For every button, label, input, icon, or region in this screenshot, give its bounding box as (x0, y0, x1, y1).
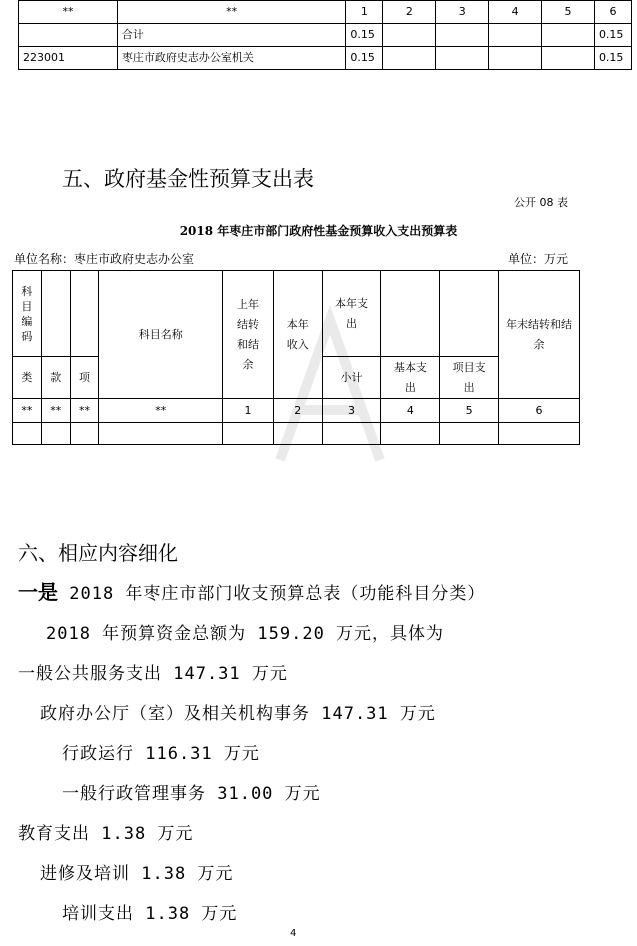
table-cell (440, 423, 499, 445)
table-cell: ** (70, 399, 99, 423)
table-cell: 枣庄市政府史志办公室机关 (117, 47, 346, 70)
header-cell: 类 (13, 357, 42, 399)
table-cell: 6 (594, 1, 631, 24)
public-table-number: 公开 08 表 (514, 196, 568, 209)
table-cell: 0.15 (594, 47, 631, 70)
header-cell (223, 271, 274, 399)
header-cell (322, 271, 381, 357)
table-cell (381, 423, 440, 445)
body-line: 2018 年预算资金总额为 159.20 万元，具体为 (46, 624, 445, 644)
table-cell (542, 47, 595, 70)
header-cell (499, 271, 580, 399)
header-cell (440, 271, 499, 357)
item-text: 2018 年枣庄市部门收支预算总表（功能科目分类） (58, 584, 486, 604)
table-cell: 0.15 (346, 47, 383, 70)
header-cell (41, 271, 70, 357)
table-cell: 1 (223, 399, 274, 423)
basic-label: 基本支出 (393, 360, 427, 394)
table-cell (70, 423, 99, 445)
header-cell: 项 (70, 357, 99, 399)
table-cell (223, 423, 274, 445)
table-row (19, 24, 632, 47)
table-cell (273, 423, 322, 445)
table-cell: ** (19, 1, 118, 24)
table-cell (19, 24, 118, 47)
table-row (19, 47, 632, 70)
table-cell: 4 (489, 1, 542, 24)
table-cell (41, 423, 70, 445)
table-cell: 合计 (117, 24, 346, 47)
table-cell: ** (117, 1, 346, 24)
table-cell: ** (99, 399, 223, 423)
carryover-end-label: 年末结转和结余 (506, 317, 573, 351)
table-row (13, 423, 580, 445)
income-label: 本年收入 (286, 317, 309, 351)
body-line: 教育支出 1.38 万元 (18, 824, 194, 844)
item-line (18, 576, 485, 605)
table-cell (99, 423, 223, 445)
body-line: 进修及培训 1.38 万元 (40, 864, 234, 884)
table-cell: ** (41, 399, 70, 423)
table-cell: 3 (436, 1, 489, 24)
unit-name: 单位名称：枣庄市政府史志办公室 (14, 252, 195, 266)
body-line: 一般行政管理事务 31.00 万元 (62, 784, 321, 804)
table-header-row (19, 1, 632, 24)
table-cell: 4 (381, 399, 440, 423)
table-cell: 2 (273, 399, 322, 423)
header-cell (381, 357, 440, 399)
table-cell (489, 47, 542, 70)
header-cell: 小计 (322, 357, 381, 399)
table-cell (13, 423, 42, 445)
header-cell: 科目名称 (99, 271, 223, 399)
header-cell (13, 271, 42, 357)
page-number: 4 (290, 928, 297, 939)
unit-label: 单位：万元 (508, 252, 569, 266)
top-budget-table (18, 0, 632, 70)
section-heading: 六、相应内容细化 (18, 541, 178, 565)
table-cell (322, 423, 381, 445)
table-cell (383, 24, 436, 47)
table-cell: 223001 (19, 47, 118, 70)
table-cell: 5 (542, 1, 595, 24)
table-title: 2018 年枣庄市部门政府性基金预算收入支出预算表 (179, 224, 458, 238)
table-cell (489, 24, 542, 47)
table-cell: 1 (346, 1, 383, 24)
project-label: 项目支出 (452, 360, 486, 394)
table-cell: 0.15 (346, 24, 383, 47)
header-cell (440, 357, 499, 399)
table-cell (383, 47, 436, 70)
header-cell (381, 271, 440, 357)
table-cell: 6 (499, 399, 580, 423)
subject-code-label: 科目编码 (21, 284, 33, 343)
table-cell (436, 24, 489, 47)
table-cell: 5 (440, 399, 499, 423)
body-line: 一般公共服务支出 147.31 万元 (18, 664, 288, 684)
header-cell (273, 271, 322, 399)
table-cell: 2 (383, 1, 436, 24)
table-cell (542, 24, 595, 47)
table-cell: ** (13, 399, 42, 423)
carryover-prev-label: 上年结转和结余 (237, 297, 260, 371)
table-cell: 3 (322, 399, 381, 423)
table-cell (499, 423, 580, 445)
header-cell (70, 271, 99, 357)
header-cell: 款 (41, 357, 70, 399)
item-prefix: 一是 (18, 580, 58, 604)
table-row (13, 399, 580, 423)
expense-label: 本年支出 (335, 296, 369, 330)
body-line: 行政运行 116.31 万元 (62, 744, 260, 764)
table-cell (436, 47, 489, 70)
table-cell: 0.15 (594, 24, 631, 47)
table-header-row (13, 271, 580, 357)
body-line: 培训支出 1.38 万元 (62, 904, 238, 924)
fund-budget-table (12, 270, 580, 445)
section-heading: 五、政府基金性预算支出表 (62, 167, 314, 191)
body-line: 政府办公厅（室）及相关机构事务 147.31 万元 (40, 704, 436, 724)
